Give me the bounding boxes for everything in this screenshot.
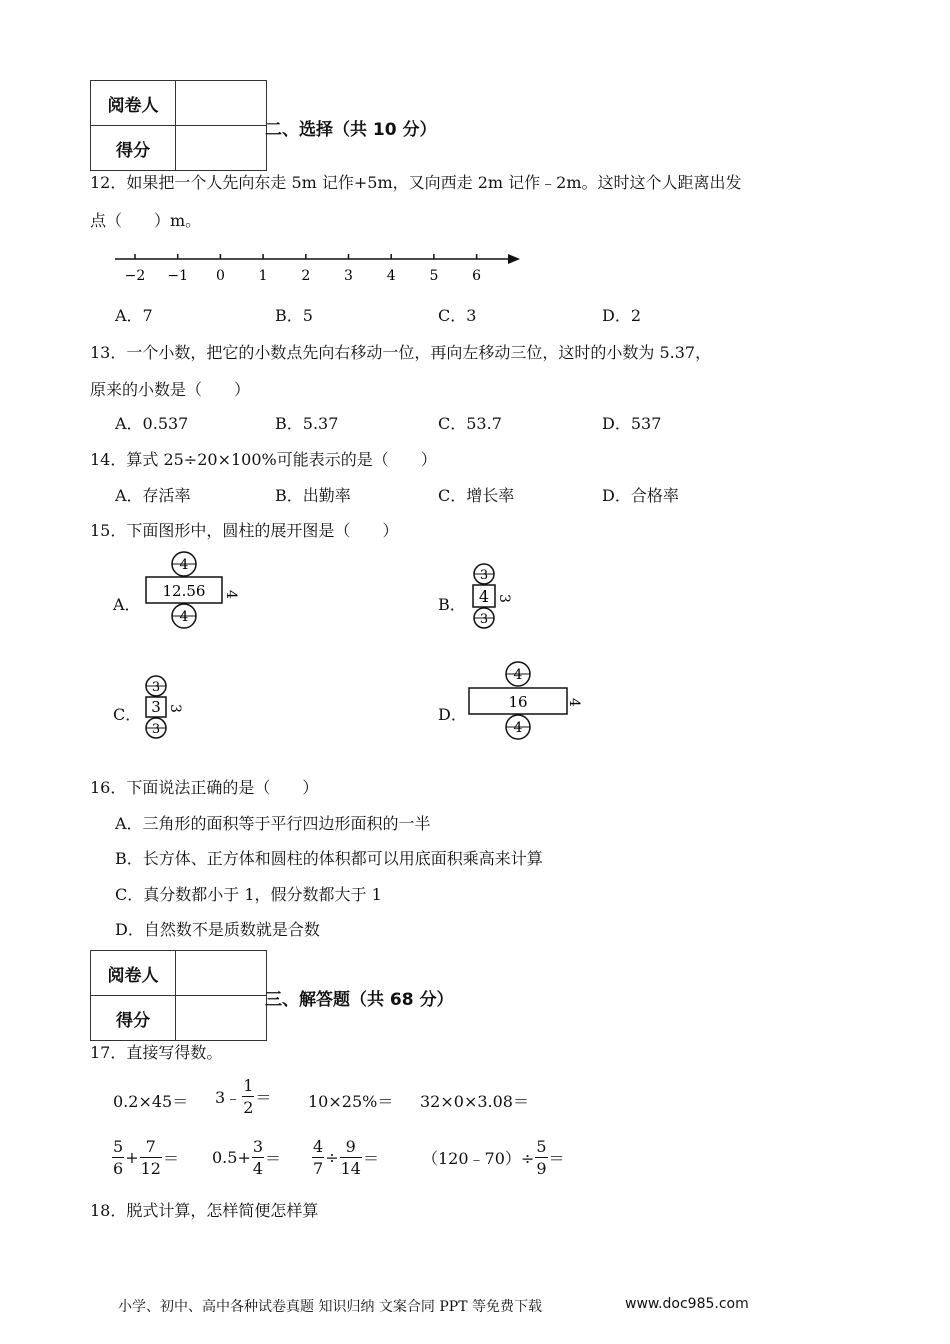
q16-option-d[interactable]: D．自然数不是质数就是合数	[115, 920, 320, 939]
fraction: $\frac{5}{9}$	[536, 1137, 547, 1178]
q17-expr-2: 3﹣ $\frac{1}{2}$ ＝	[215, 1076, 272, 1117]
score-label: 得分	[91, 996, 176, 1041]
q14-option-a[interactable]: A．存活率	[115, 486, 191, 505]
number-line-tick-label: −1	[167, 268, 189, 284]
rect-label: 16	[508, 693, 528, 711]
footer-text: 小学、初中、高中各种试卷真题 知识归纳 文案合同 PPT 等免费下载	[118, 1299, 542, 1315]
q14-text: 14．算式 25÷20×100%可能表示的是（ ）	[90, 450, 437, 469]
top-circle-label: 3	[479, 568, 489, 583]
number-line-tick-label: 1	[258, 268, 268, 284]
rect-label: 12.56	[162, 582, 206, 600]
q15-option-d-figure[interactable]	[465, 660, 595, 742]
reviewer-label: 阅卷人	[91, 951, 176, 996]
q15-text: 15．下面图形中，圆柱的展开图是（ ）	[90, 521, 399, 540]
q12-text-line2: 点（ ）m。	[90, 211, 202, 230]
number-line-tick-label: 2	[301, 268, 311, 284]
q16-option-c[interactable]: C．真分数都小于 1，假分数都大于 1	[115, 885, 382, 904]
side-label: 3	[167, 704, 183, 713]
q17-expr-6: 0.5+ $\frac{3}{4}$ ＝	[212, 1137, 282, 1178]
q15-option-c-figure[interactable]	[137, 674, 207, 746]
fraction: $\frac{5}{6}$	[113, 1137, 124, 1178]
q16-text: 16．下面说法正确的是（ ）	[90, 778, 319, 797]
bottom-circle-label: 4	[513, 720, 523, 736]
top-circle-label: 3	[151, 680, 161, 695]
number-line-tick-label: −2	[124, 268, 146, 284]
top-circle-label: 4	[513, 667, 523, 683]
side-label: 4	[223, 590, 239, 599]
fraction: $\frac{4}{7}$	[313, 1137, 324, 1178]
fraction: $\frac{1}{2}$	[243, 1076, 254, 1117]
q12-option-b[interactable]: B．5	[275, 306, 313, 325]
q17-text: 17．直接写得数。	[90, 1043, 223, 1062]
bottom-circle-label: 3	[151, 722, 161, 737]
q17-expr-3: 10×25%＝	[308, 1092, 394, 1111]
q14-option-b[interactable]: B．出勤率	[275, 486, 351, 505]
q17-expr-8: （120﹣70）÷ $\frac{5}{9}$ ＝	[422, 1137, 565, 1178]
q16-option-b[interactable]: B．长方体、正方体和圆柱的体积都可以用底面积乘高来计算	[115, 849, 543, 868]
q17-expr-4: 32×0×3.08＝	[420, 1092, 529, 1111]
section2-title: 二、选择（共 10 分）	[265, 120, 437, 140]
q15-option-d-label[interactable]: D．	[438, 705, 467, 724]
fraction: $\frac{3}{4}$	[252, 1137, 264, 1178]
q13-text-line1: 13．一个小数，把它的小数点先向右移动一位，再向左移动三位，这时的小数为 5.37，	[90, 343, 712, 362]
q15-option-a-label[interactable]: A．	[113, 595, 141, 614]
q15-option-b-figure[interactable]	[465, 562, 535, 634]
q14-option-d[interactable]: D．合格率	[602, 486, 679, 505]
number-line-tick-label: 4	[386, 268, 396, 284]
q14-option-c[interactable]: C．增长率	[438, 486, 515, 505]
score-box-2	[90, 950, 267, 1041]
bottom-circle-label: 3	[479, 612, 489, 627]
q13-text-line2: 原来的小数是（ ）	[90, 380, 251, 399]
reviewer-cell[interactable]	[176, 81, 267, 126]
score-label: 得分	[91, 126, 176, 171]
q13-option-a[interactable]: A．0.537	[115, 414, 189, 433]
q17-expr-5: $\frac{5}{6}$ + $\frac{7}{12}$ ＝	[113, 1137, 179, 1178]
score-cell[interactable]	[176, 996, 267, 1041]
bottom-circle-label: 4	[179, 609, 189, 625]
q15-option-a-figure[interactable]	[140, 550, 250, 632]
score-cell[interactable]	[176, 126, 267, 171]
side-label: 4	[566, 698, 582, 707]
q15-option-c-label[interactable]: C．	[113, 705, 142, 724]
score-box-1	[90, 80, 267, 171]
number-line-tick-label: 3	[344, 268, 353, 284]
q12-option-c[interactable]: C．3	[438, 306, 477, 325]
top-circle-label: 4	[179, 557, 189, 573]
number-line	[110, 245, 530, 287]
q13-option-c[interactable]: C．53.7	[438, 414, 502, 433]
side-label: 3	[496, 594, 512, 603]
number-line-tick-label: 0	[215, 268, 225, 284]
number-line-tick-label: 6	[472, 268, 482, 284]
q16-option-a[interactable]: A．三角形的面积等于平行四边形面积的一半	[115, 814, 431, 833]
q13-option-d[interactable]: D．537	[602, 414, 662, 433]
arrow-right-icon	[508, 254, 520, 264]
q17-expr-1: 0.2×45＝	[113, 1092, 189, 1111]
fraction: $\frac{7}{12}$	[140, 1137, 161, 1178]
q15-option-b-label[interactable]: B．	[438, 595, 466, 614]
reviewer-cell[interactable]	[176, 951, 267, 996]
q13-option-b[interactable]: B．5.37	[275, 414, 339, 433]
q18-text: 18．脱式计算，怎样简便怎样算	[90, 1201, 319, 1220]
reviewer-label: 阅卷人	[91, 81, 176, 126]
q12-text-line1: 12．如果把一个人先向东走 5m 记作+5m，又向西走 2m 记作﹣2m。这时这个人距离出发	[90, 173, 742, 192]
rect-label: 4	[478, 587, 490, 606]
rect-label: 3	[151, 698, 161, 716]
section3-title: 三、解答题（共 68 分）	[265, 990, 454, 1010]
footer-url[interactable]: www.doc985.com	[625, 1296, 749, 1312]
fraction: $\frac{9}{14}$	[340, 1137, 361, 1178]
q12-option-a[interactable]: A．7	[115, 306, 153, 325]
number-line-tick-label: 5	[429, 268, 439, 284]
q12-option-d[interactable]: D．2	[602, 306, 642, 325]
q17-expr-7: $\frac{4}{7}$ ÷ $\frac{9}{14}$ ＝	[313, 1137, 379, 1178]
